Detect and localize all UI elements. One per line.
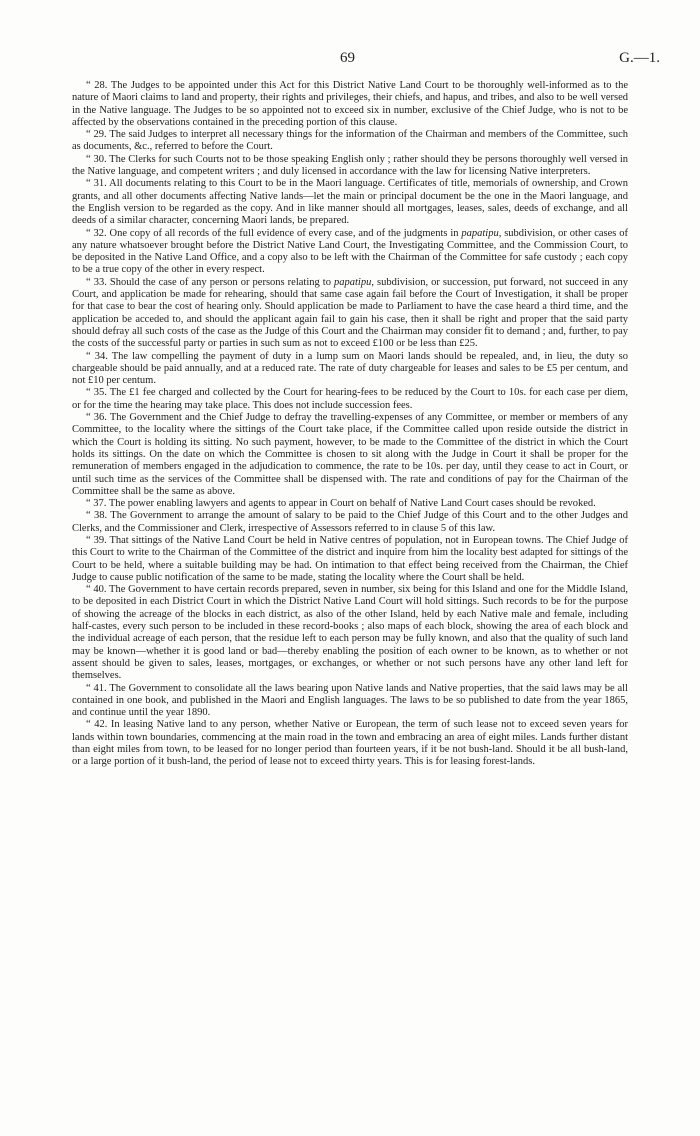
clause-35: “ 35. The £1 fee charged and collected by the Court for hearing-fees to be reduced by the Court to 10s. for each case per diem, or for the time the hearing may take place. This does not include succession fees. [72,387,628,411]
clause-28: “ 28. The Judges to be appointed under this Act for this District Native Land Court to be thoroughly well-informed as to the nature of Maori claims to land and property, their rights and privileges, their chiefs, and hapus, and tribes, and also to be well versed in the Native language. The Judges to be so appointed not to exceed six in number, exclusive of the Chief Judge, who is not to be affected by the observations contained in the preceding portion of this clause. [72,80,628,128]
clause-33: “ 33. Should the case of any person or persons relating to papatipu, subdivision, or succession, put forward, not succeed in any Court, and application be made for rehearing, should that same case again fail before the Court of Investigation, it shall be proper for that case to bear the cost of hearing only. Should application be made to Parliament to have the case heard a third time, and the application be acceded to, and should the applicant again fail to gain his case, then it shall be right and proper that the said party should defray all such costs of the case as the Judge of this Court and the Chairman may consider fit to demand ; and, further, to pay the costs of the successful party or parties in such sum as not to exceed £100 or be less than £25. [72,276,628,350]
document-code: G.—1. [619,50,660,66]
clause-38: “ 38. The Government to arrange the amount of salary to be paid to the Chief Judge of this Court and to the other Judges and Clerks, and the Commissioner and Clerk, irrespective of Assessors referred to in clause 5 of this law. [72,510,628,534]
clause-34: “ 34. The law compelling the payment of duty in a lump sum on Maori lands should be repealed, and, in lieu, the duty so chargeable should be paid annually, and at a reduced rate. The rate of duty chargeable for leases and sales to be £5 per centum, and not £10 per centum. [72,350,628,387]
clause-31: “ 31. All documents relating to this Court to be in the Maori language. Certificates of title, memorials of ownership, and Crown grants, and all other documents affecting Native lands—let the main or principal document be the one in the Maori language, and the English version to be regarded as the copy. And in like manner should all mortgages, leases, sales, deeds of exchange, and all deeds of a similar character, concerning Maori lands, be prepared. [72,178,628,227]
clause-37: “ 37. The power enabling lawyers and agents to appear in Court on behalf of Native Land Court cases should be revoked. [86,498,596,510]
clause-40: “ 40. The Government to have certain records prepared, seven in number, six being for this Island and one for the Middle Island, to be deposited in each District Court in which the District Native Land Court will hold sittings. Such records to be for the purpose of showing the acreage of the blocks in each district, as also of the other Island, held by each Native male and female, including half-castes, every such person to be included in these record-books ; also maps of each block, showing the area of each block and the individual acreage of each person, that the residue left to each person may be fully known, and also that the quality of such land may be known—whether it is good land or bad—thereby enabling the position of each owner to be known, as to whether or not assent should be given to sales, leases, mortgages, or exchanges, or whether or not such persons have any other land left for themselves. [72,584,628,682]
clause-30: “ 30. The Clerks for such Courts not to be those speaking English only ; rather should they be persons thoroughly well versed in the Native language, and competent writers ; and duly licensed in accordance with the law for licensing Native interpreters. [72,153,628,178]
page-number: 69 [340,50,355,66]
page-header [72,50,660,70]
clause-32: “ 32. One copy of all records of the full evidence of every case, and of the judgments in papatipu, subdivision, or other cases of any nature whatsoever brought before the District Native Land Court, the Investigating Committee, and the Commission Court, to be deposited in the Native Land Office, and a copy also to be left with the Chairman of the Committee for safe custody ; each copy to be a true copy of the other in every respect. [72,227,628,276]
clause-41: “ 41. The Government to consolidate all the laws bearing upon Native lands and Native properties, that the said laws may be all contained in one book, and published in the Maori and English languages. The laws to be so published to date from the year 1865, and continue until the year 1890. [72,682,628,719]
clause-39: “ 39. That sittings of the Native Land Court be held in Native centres of population, not in European towns. The Chief Judge of this Court to write to the Chairman of the Committee of the district and inquire from him the locality best adapted for sittings of the Court to be held, where a suitable building may be had. On intimation to that effect being received from the Chairman, the Chief Judge to cause public notification of the same to be made, stating the locality where the Court shall be held. [72,534,628,583]
clause-42: “ 42. In leasing Native land to any person, whether Native or European, the term of such lease not to exceed seven years for lands within town boundaries, commencing at the main road in the town and embracing an area of eight miles. Lands further distant than eight miles from town, to be leased for no longer period than fourteen years, if it be not bush-land. Should it be all bush-land, or a large portion of it bush-land, the period of lease not to exceed thirty years. This is for leasing forest-lands. [72,719,628,768]
clause-29: “ 29. The said Judges to interpret all necessary things for the information of the Chairman and members of the Committee, such as documents, &c., referred to before the Court. [72,129,628,153]
clause-36: “ 36. The Government and the Chief Judge to defray the travelling-expenses of any Committee, or member or members of any Committee, to the locality where the sittings of the Court take place, if the Committee called upon reside outside the district in which the Court is holding its sitting. No such payment, however, to be made to the Committee of the district in which the Court holds its sittings. On the date on which the Committee is chosen to sit along with the Judge in Court it shall be proper for the remuneration of members engaged in the adjudication to commence, the rate to be 10s. per day, until they cease to act in Court, or until such time as the services of the Committee shall be dispensed with. The rate and conditions of pay for the Chairman of the Committee shall be the same as above. [72,412,628,497]
body-text [72,80,628,769]
